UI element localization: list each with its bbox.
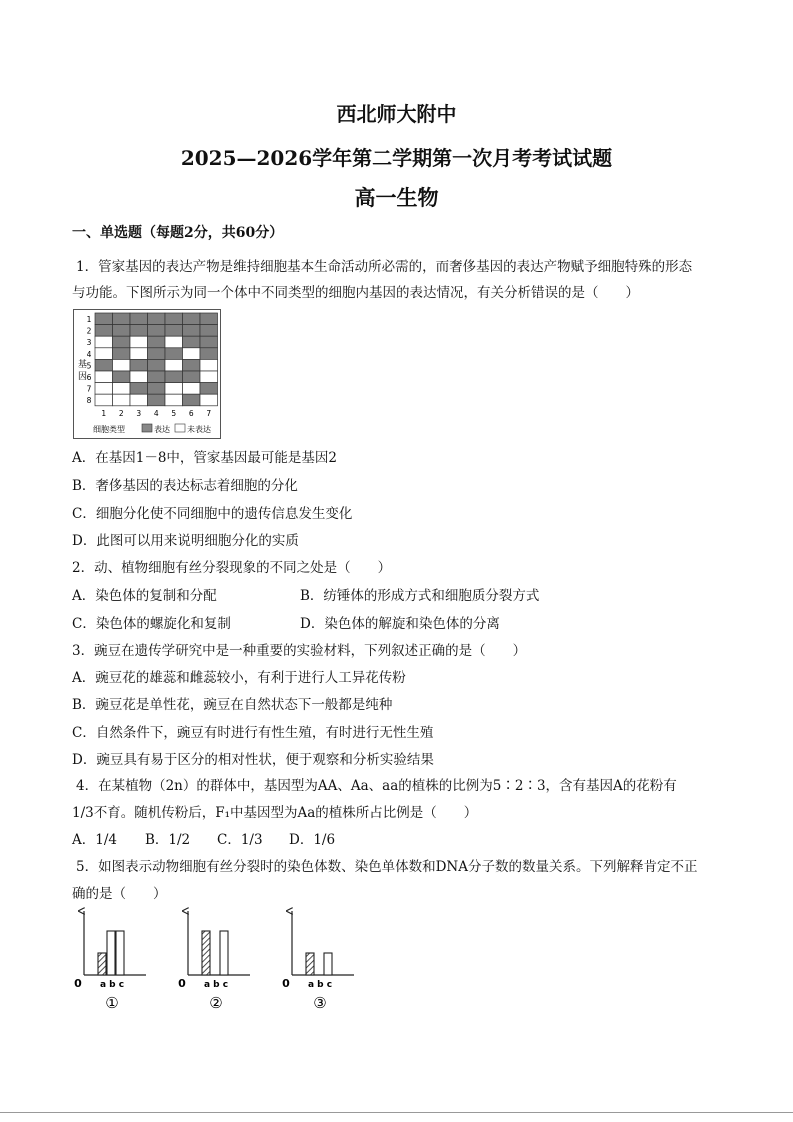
section-heading: 一、单选题（每题2分，共60分） xyxy=(72,225,284,241)
cell-type-label: 5 xyxy=(171,408,177,418)
cell-type-label: 3 xyxy=(136,408,142,418)
bar-labels: a b c xyxy=(203,980,229,990)
legend-expressed-label: 表达 xyxy=(154,425,170,434)
cell-type-label: 1 xyxy=(101,408,107,418)
expression-cell xyxy=(113,336,131,348)
y-axis-label-char1: 基 xyxy=(78,360,88,370)
q4-option-a: A．1/4 xyxy=(72,832,117,848)
expression-cell xyxy=(148,359,166,371)
subject-title: 高一生物 xyxy=(354,185,439,210)
expression-cell xyxy=(130,371,148,383)
origin-label: 0 xyxy=(178,977,186,990)
bar-a xyxy=(306,953,314,975)
expression-cell xyxy=(113,313,131,325)
gene-label: 2 xyxy=(86,326,92,336)
expression-cell xyxy=(113,383,131,395)
school-name: 西北师大附中 xyxy=(336,102,457,126)
q2-option-d: D．染色体的解旋和染色体的分离 xyxy=(300,616,500,632)
expression-cell xyxy=(200,383,218,395)
expression-cell xyxy=(165,371,183,383)
q3-option-a: A．豌豆花的雄蕊和雌蕊较小，有利于进行人工异花传粉 xyxy=(72,670,406,686)
expression-cell xyxy=(113,394,131,406)
exam-title: 2025—2026学年第二学期第一次月考考试试题 xyxy=(180,146,613,170)
cell-type-label: 7 xyxy=(206,408,212,418)
gene-expression-figure xyxy=(73,309,221,439)
cell-type-label: 4 xyxy=(153,408,159,418)
q3-stem: 3．豌豆在遗传学研究中是一种重要的实验材料，下列叙述正确的是（ ） xyxy=(72,643,527,659)
q4-option-c: C．1/3 xyxy=(217,832,263,848)
expression-cell xyxy=(130,394,148,406)
expression-cell xyxy=(200,394,218,406)
expression-cell xyxy=(148,313,166,325)
origin-label: 0 xyxy=(74,977,82,990)
expression-cell xyxy=(183,336,201,348)
expression-cell xyxy=(148,336,166,348)
q1-option-c: C．细胞分化使不同细胞中的遗传信息发生变化 xyxy=(72,506,353,522)
expression-cell xyxy=(200,325,218,337)
y-axis-label-char2: 因 xyxy=(78,372,88,382)
gene-label: 5 xyxy=(86,361,92,371)
expression-cell xyxy=(148,394,166,406)
q5-stem-line2: 确的是（ ） xyxy=(72,886,167,902)
q4-option-d: D．1/6 xyxy=(289,832,336,848)
expression-cell xyxy=(200,371,218,383)
expression-cell xyxy=(183,383,201,395)
expression-cell xyxy=(148,371,166,383)
expression-cell xyxy=(200,313,218,325)
expression-cell xyxy=(200,348,218,360)
expression-cell xyxy=(130,325,148,337)
expression-cell xyxy=(95,348,113,360)
expression-cell xyxy=(165,325,183,337)
q2-option-a: A．染色体的复制和分配 xyxy=(72,588,217,604)
expression-cell xyxy=(183,325,201,337)
expression-cell xyxy=(165,313,183,325)
bar-labels: a b c xyxy=(99,980,125,990)
expression-cell xyxy=(200,336,218,348)
expression-cell xyxy=(200,359,218,371)
gene-label: 4 xyxy=(86,349,92,359)
q5-stem-line1: 5．如图表示动物细胞有丝分裂时的染色体数、染色单体数和DNA分子数的数量关系。下列解释肯定不正 xyxy=(76,859,698,875)
q2-stem: 2．动、植物细胞有丝分裂现象的不同之处是（ ） xyxy=(72,560,392,576)
q2-option-b: B．纺锤体的形成方式和细胞质分裂方式 xyxy=(300,588,540,604)
bar-a xyxy=(98,953,106,975)
gene-label: 7 xyxy=(86,384,92,394)
expression-cell xyxy=(130,359,148,371)
expression-cell xyxy=(183,394,201,406)
expression-cell xyxy=(183,313,201,325)
expression-cell xyxy=(148,348,166,360)
expression-cell xyxy=(130,336,148,348)
expression-cell xyxy=(148,325,166,337)
legend-expressed-swatch xyxy=(142,424,152,432)
x-axis-label: 细胞类型 xyxy=(93,425,125,434)
q1-option-d: D．此图可以用来说明细胞分化的实质 xyxy=(72,533,299,549)
q1-option-b: B．奢侈基因的表达标志着细胞的分化 xyxy=(72,478,298,494)
panel-number: ② xyxy=(209,994,223,1012)
bar-c xyxy=(324,953,332,975)
bar-panel xyxy=(74,911,146,1012)
expression-cell xyxy=(183,359,201,371)
gene-label: 6 xyxy=(86,373,92,382)
q3-option-c: C．自然条件下，豌豆有时进行有性生殖，有时进行无性生殖 xyxy=(72,725,434,741)
expression-cell xyxy=(113,371,131,383)
bar-panel xyxy=(282,911,354,1012)
panel-number: ① xyxy=(105,994,119,1012)
expression-cell xyxy=(165,336,183,348)
q1-stem-line2: 与功能。下图所示为同一个体中不同类型的细胞内基因的表达情况，有关分析错误的是（ ） xyxy=(72,285,639,301)
expression-cell xyxy=(148,383,166,395)
q4-stem-line1: 4．在某植物（2n）的群体中，基因型为AA、Aa、aa的植株的比例为5∶2∶3，含有基因A的花粉有 xyxy=(76,778,677,794)
expression-cell xyxy=(95,313,113,325)
bar-c xyxy=(220,931,228,975)
expression-cell xyxy=(95,336,113,348)
expression-cell xyxy=(183,348,201,360)
bar-a xyxy=(202,931,210,975)
expression-cell xyxy=(95,383,113,395)
expression-cell xyxy=(183,371,201,383)
q3-option-d: D．豌豆具有易于区分的相对性状，便于观察和分析实验结果 xyxy=(72,752,434,768)
gene-label: 3 xyxy=(86,338,92,348)
legend-not-expressed-swatch xyxy=(175,424,185,432)
expression-cell xyxy=(95,394,113,406)
q3-option-b: B．豌豆花是单性花，豌豆在自然状态下一般都是纯种 xyxy=(72,697,393,713)
expression-cell xyxy=(95,371,113,383)
bar-labels: a b c xyxy=(307,980,333,990)
legend-not-expressed-label: 未表达 xyxy=(187,425,211,434)
origin-label: 0 xyxy=(282,977,290,990)
panel-number: ③ xyxy=(313,994,327,1012)
expression-cell xyxy=(165,383,183,395)
q1-stem-line1: 1．管家基因的表达产物是维持细胞基本生命活动所必需的，而奢侈基因的表达产物赋予细胞特殊的形态 xyxy=(76,259,693,275)
bar-c xyxy=(116,931,124,975)
q1-option-a: A．在基因1－8中，管家基因最可能是基因2 xyxy=(72,450,338,466)
gene-label: 1 xyxy=(86,315,92,324)
page-bottom-rule xyxy=(0,1112,793,1113)
cell-type-label: 2 xyxy=(118,408,124,418)
expression-cell xyxy=(113,359,131,371)
mitosis-bar-figures xyxy=(70,905,360,1015)
expression-cell xyxy=(165,359,183,371)
expression-cell xyxy=(113,348,131,360)
expression-cell xyxy=(113,325,131,337)
bar-b xyxy=(107,931,115,975)
gene-label: 8 xyxy=(86,396,92,406)
q4-option-b: B．1/2 xyxy=(145,832,191,848)
expression-cell xyxy=(95,325,113,337)
expression-cell xyxy=(165,348,183,360)
expression-cell xyxy=(130,348,148,360)
expression-cell xyxy=(95,359,113,371)
q4-stem-line2: 1/3不育。随机传粉后，F₁中基因型为Aa的植株所占比例是（ ） xyxy=(72,805,478,821)
expression-cell xyxy=(165,394,183,406)
expression-cell xyxy=(130,313,148,325)
expression-cell xyxy=(130,383,148,395)
cell-type-label: 6 xyxy=(188,408,194,418)
q2-option-c: C．染色体的螺旋化和复制 xyxy=(72,616,231,632)
bar-panel xyxy=(178,911,250,1012)
